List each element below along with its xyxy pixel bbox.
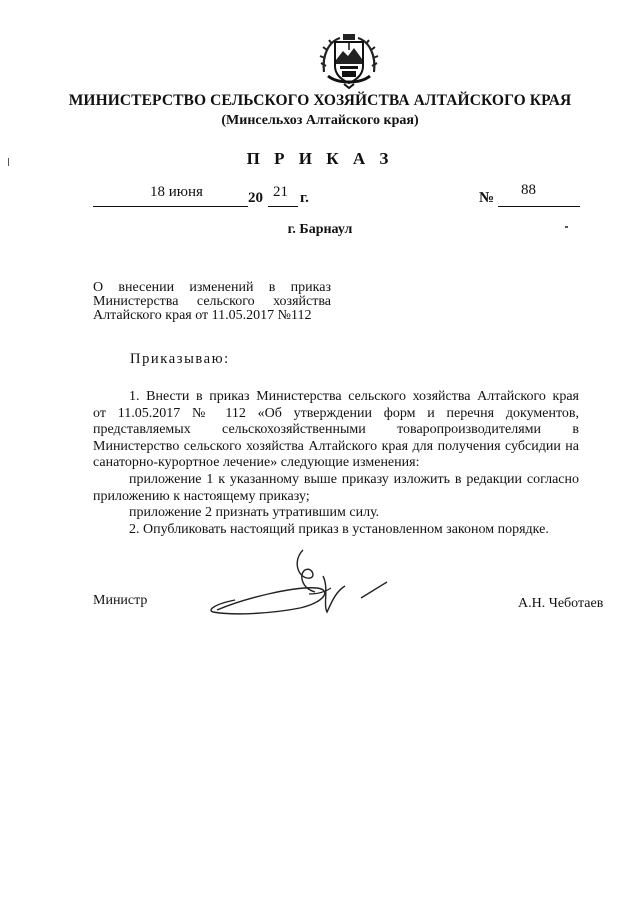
handwritten-signature xyxy=(205,548,395,623)
item1-line: 1. Внести в приказ Министерства сельского хозяйства Алтайского края xyxy=(129,389,579,404)
ministry-short-name: (Минсельхоз Алтайского края) xyxy=(221,113,419,128)
item1-line: Министерство сельского хозяйства Алтайского края для получения субсидии на xyxy=(93,438,579,454)
date-underline xyxy=(93,206,248,207)
number-underline xyxy=(498,206,580,207)
year-mark: г. xyxy=(300,190,309,206)
order-body xyxy=(93,389,579,538)
order-subject xyxy=(93,281,331,323)
scan-mark xyxy=(8,158,9,166)
signatory-title: Министр xyxy=(93,593,148,608)
item1-line: от 11.05.2017 № 112 «Об утверждении форм и перечня документов, xyxy=(93,405,579,421)
number-sign: № xyxy=(479,190,495,206)
item1a-line: приложению к настоящему приказу; xyxy=(93,488,310,504)
subject-line: Министерства сельского хозяйства xyxy=(93,294,331,309)
year-suffix: 21 xyxy=(273,184,288,200)
order-date: 18 июня xyxy=(150,184,203,200)
item2-paragraph: 2. Опубликовать настоящий приказ в установленном законом порядке. xyxy=(129,521,549,537)
order-directive: Приказываю: xyxy=(130,351,230,367)
ministry-name: МИНИСТЕРСТВО СЕЛЬСКОГО ХОЗЯЙСТВА АЛТАЙСКОГО КРАЯ xyxy=(68,92,572,109)
year-prefix: 20 xyxy=(248,190,263,206)
city-label: г. Барнаул xyxy=(287,222,353,237)
subject-line: Алтайского края от 11.05.2017 №112 xyxy=(93,308,312,323)
item1a-line: приложение 1 к указанному выше приказу изложить в редакции согласно xyxy=(129,471,579,487)
item1b-paragraph: приложение 2 признать утратившим силу. xyxy=(129,505,380,521)
document-type-title: П Р И К А З xyxy=(246,149,394,168)
scan-mark xyxy=(565,226,568,228)
signatory-name: А.Н. Чеботаев xyxy=(518,596,604,611)
item1-line: представляемых сельскохозяйственными товаропроизводителями в xyxy=(93,422,579,438)
subject-line: О внесении изменений в приказ xyxy=(93,280,331,295)
coat-of-arms-icon xyxy=(318,32,380,90)
item1-line: санаторно-курортное лечение» следующие изменения: xyxy=(93,455,420,471)
order-number: 88 xyxy=(521,182,536,198)
year-underline xyxy=(268,206,298,207)
